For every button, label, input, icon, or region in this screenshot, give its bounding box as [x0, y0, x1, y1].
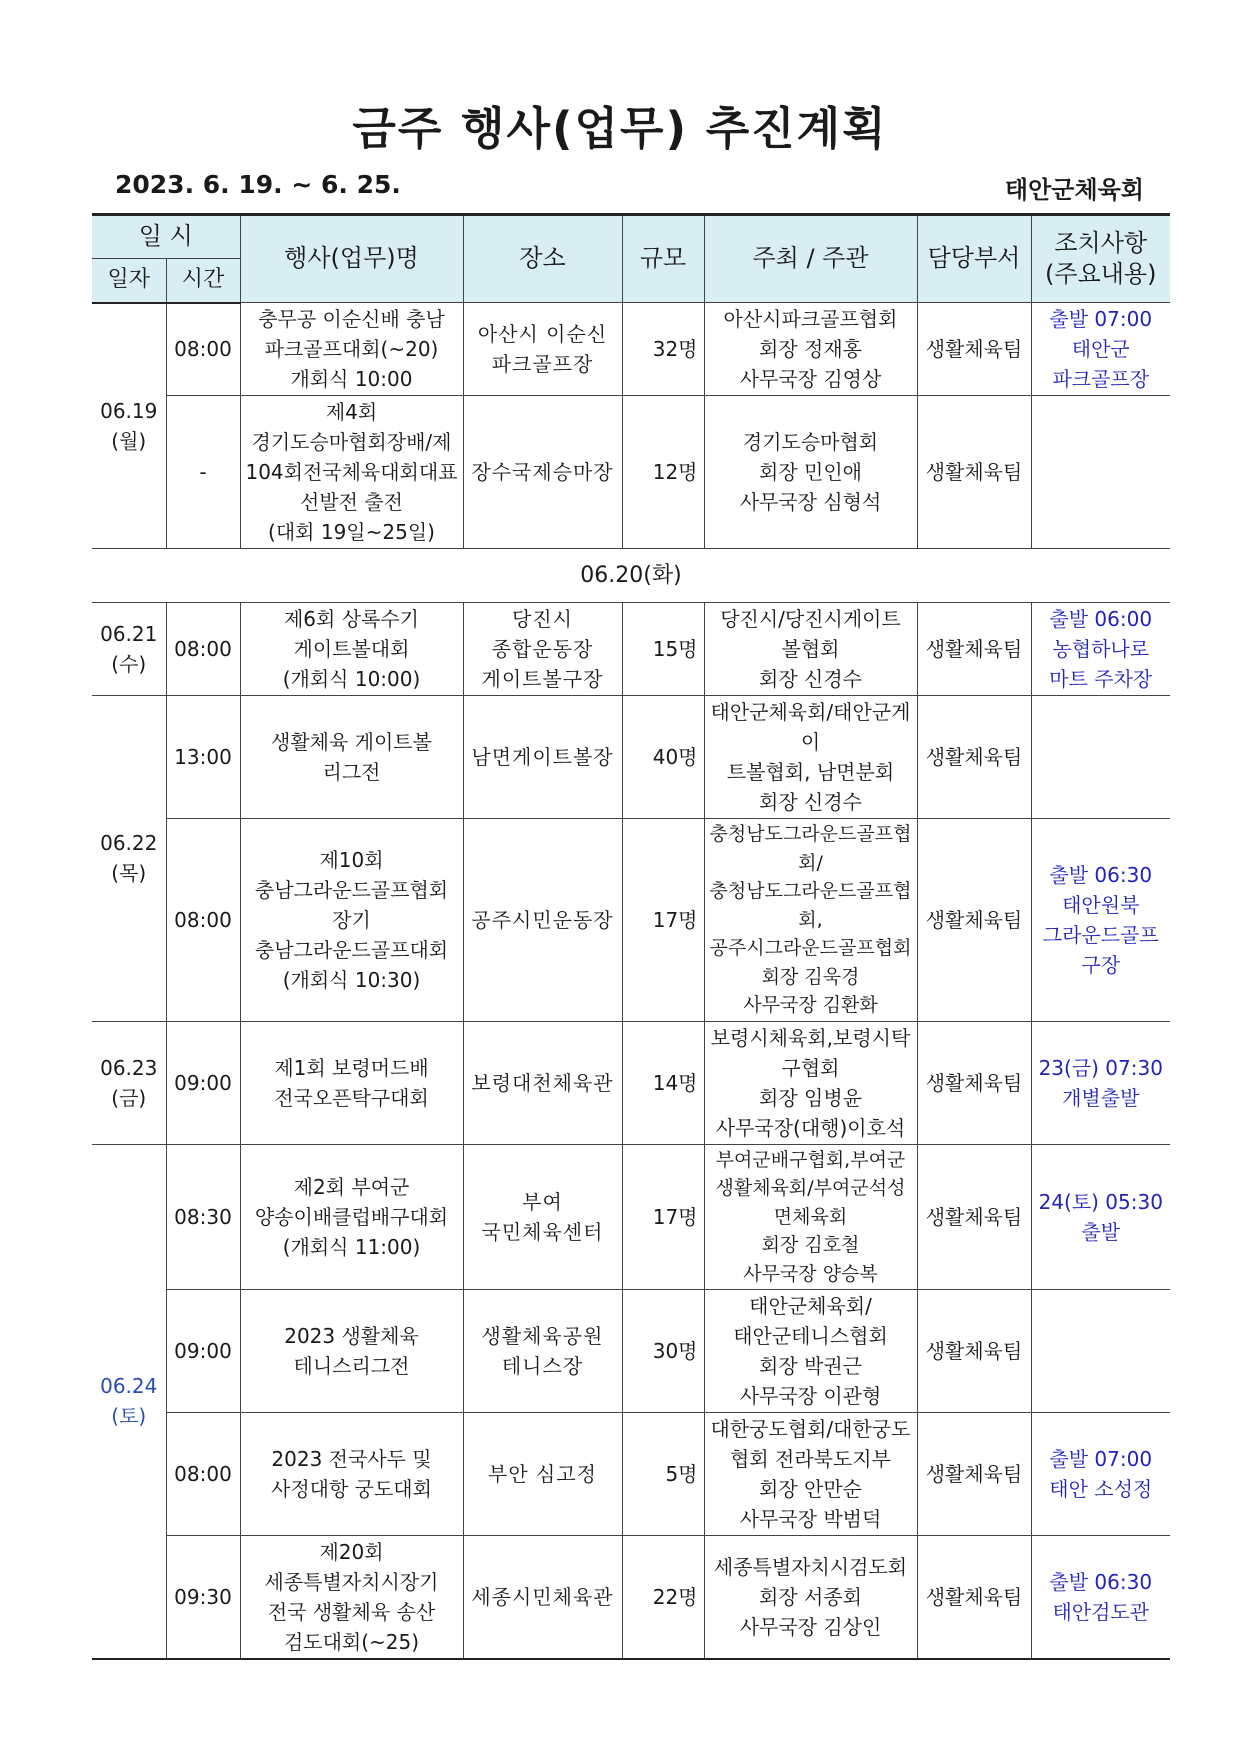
event-name-cell: 2023 생활체육 테니스리그전 — [240, 1290, 463, 1413]
scale-cell: 32명 — [622, 303, 704, 396]
host-cell: 보령시체육회,보령시탁 구협회 회장 임병윤 사무국장(대행)이호석 — [704, 1021, 917, 1144]
scale-cell: 12명 — [622, 396, 704, 549]
dept-cell: 생활체육팀 — [917, 1413, 1031, 1536]
place-cell: 부안 심고정 — [463, 1413, 622, 1536]
scale-cell: 40명 — [622, 696, 704, 819]
dept-cell: 생활체육팀 — [917, 1144, 1031, 1290]
header-event: 행사(업무)명 — [240, 215, 463, 303]
event-name-cell: 제10회 충남그라운드골프협회 장기 충남그라운드골프대회 (개회식 10:30) — [240, 819, 463, 1022]
action-cell: 24(토) 05:30 출발 — [1031, 1144, 1170, 1290]
place-cell: 당진시 종합운동장 게이트볼구장 — [463, 603, 622, 696]
scale-cell: 22명 — [622, 1536, 704, 1660]
header-place: 장소 — [463, 215, 622, 303]
place-cell: 아산시 이순신 파크골프장 — [463, 303, 622, 396]
header-date: 일자 — [92, 259, 166, 303]
header-dept: 담당부서 — [917, 215, 1031, 303]
action-cell — [1031, 396, 1170, 549]
action-cell: 출발 06:00 농협하나로 마트 주차장 — [1031, 603, 1170, 696]
schedule-table — [92, 213, 1170, 1660]
event-name-cell: 제4회 경기도승마협회장배/제 104회전국체육대회대표 선발전 출전 (대회 19일~25일) — [240, 396, 463, 549]
schedule-body — [92, 303, 1170, 1660]
event-name-cell: 충무공 이순신배 충남 파크골프대회(~20) 개회식 10:00 — [240, 303, 463, 396]
table-row — [92, 1413, 1170, 1536]
place-cell: 보령대천체육관 — [463, 1021, 622, 1144]
place-cell: 남면게이트볼장 — [463, 696, 622, 819]
page-title: 금주 행사(업무) 추진계획 — [352, 102, 888, 155]
dept-cell: 생활체육팀 — [917, 696, 1031, 819]
host-cell: 아산시파크골프협회 회장 정재홍 사무국장 김영상 — [704, 303, 917, 396]
header-time: 시간 — [166, 259, 240, 303]
host-cell: 세종특별자치시검도회 회장 서종회 사무국장 김상인 — [704, 1536, 917, 1660]
dept-cell: 생활체육팀 — [917, 396, 1031, 549]
scale-cell: 5명 — [622, 1413, 704, 1536]
time-cell: 08:30 — [166, 1144, 240, 1290]
time-cell: 08:00 — [166, 303, 240, 396]
event-name-cell: 생활체육 게이트볼 리그전 — [240, 696, 463, 819]
header-action-line1: 조치사항 — [1054, 228, 1148, 257]
time-cell: 09:30 — [166, 1536, 240, 1660]
action-cell: 23(금) 07:30 개별출발 — [1031, 1021, 1170, 1144]
host-cell: 태안군체육회/태안군게이 트볼협회, 남면분회 회장 신경수 — [704, 696, 917, 819]
action-cell — [1031, 1290, 1170, 1413]
time-cell: 08:00 — [166, 819, 240, 1022]
dept-cell: 생활체육팀 — [917, 819, 1031, 1022]
host-cell: 대한궁도협회/대한궁도 협회 전라북도지부 회장 안만순 사무국장 박범덕 — [704, 1413, 917, 1536]
time-cell: 08:00 — [166, 603, 240, 696]
time-cell: 09:00 — [166, 1021, 240, 1144]
action-cell: 출발 07:00 태안 소성정 — [1031, 1413, 1170, 1536]
header-datetime: 일 시 — [92, 215, 240, 259]
scale-cell: 30명 — [622, 1290, 704, 1413]
place-cell: 생활체육공원 테니스장 — [463, 1290, 622, 1413]
table-row — [92, 1290, 1170, 1413]
table-row — [92, 819, 1170, 1022]
scale-cell: 17명 — [622, 1144, 704, 1290]
host-cell: 경기도승마협회 회장 민인애 사무국장 심형석 — [704, 396, 917, 549]
host-cell: 태안군체육회/ 태안군테니스협회 회장 박권근 사무국장 이관형 — [704, 1290, 917, 1413]
action-cell: 출발 06:30 태안원북 그라운드골프 구장 — [1031, 819, 1170, 1022]
event-name-cell: 제2회 부여군 양송이배클럽배구대회 (개회식 11:00) — [240, 1144, 463, 1290]
time-cell: 08:00 — [166, 1413, 240, 1536]
date-cell: 06.21 (수) — [92, 603, 166, 696]
event-name-cell: 제1회 보령머드배 전국오픈탁구대회 — [240, 1021, 463, 1144]
scale-cell: 14명 — [622, 1021, 704, 1144]
event-name-cell: 제20회 세종특별자치시장기 전국 생활체육 송산 검도대회(~25) — [240, 1536, 463, 1660]
place-cell: 장수국제승마장 — [463, 396, 622, 549]
time-cell: - — [166, 396, 240, 549]
scale-cell: 15명 — [622, 603, 704, 696]
scale-cell: 17명 — [622, 819, 704, 1022]
header-action-line2: (주요내용) — [1045, 260, 1157, 288]
date-separator-row — [92, 549, 1170, 603]
table-row — [92, 1144, 1170, 1290]
place-cell: 부여 국민체육센터 — [463, 1144, 622, 1290]
action-cell: 출발 06:30 태안검도관 — [1031, 1536, 1170, 1660]
action-cell — [1031, 696, 1170, 819]
event-name-cell: 2023 전국사두 및 사정대항 궁도대회 — [240, 1413, 463, 1536]
dept-cell: 생활체육팀 — [917, 1536, 1031, 1660]
table-row — [92, 1536, 1170, 1660]
place-cell: 세종시민체육관 — [463, 1536, 622, 1660]
time-cell: 09:00 — [166, 1290, 240, 1413]
date-cell: 06.19 (월) — [92, 303, 166, 549]
table-row — [92, 1021, 1170, 1144]
dept-cell: 생활체육팀 — [917, 1290, 1031, 1413]
host-cell: 충청남도그라운드골프협회/ 충청남도그라운드골프협회, 공주시그라운드골프협회 회장 김욱경 사무국장 김환화 — [704, 819, 917, 1022]
dept-cell: 생활체육팀 — [917, 603, 1031, 696]
table-row — [92, 603, 1170, 696]
date-cell: 06.24 (토) — [92, 1144, 166, 1659]
host-cell: 당진시/당진시게이트 볼협회 회장 신경수 — [704, 603, 917, 696]
date-cell: 06.22 (목) — [92, 696, 166, 1022]
header-action — [1031, 215, 1170, 303]
time-cell: 13:00 — [166, 696, 240, 819]
header-host: 주최 / 주관 — [704, 215, 917, 303]
dept-cell: 생활체육팀 — [917, 1021, 1031, 1144]
table-row — [92, 396, 1170, 549]
header-scale: 규모 — [622, 215, 704, 303]
event-name-cell: 제6회 상록수기 게이트볼대회 (개회식 10:00) — [240, 603, 463, 696]
host-cell: 부여군배구협회,부여군 생활체육회/부여군석성 면체육회 회장 김호철 사무국장 양승복 — [704, 1144, 917, 1290]
place-cell: 공주시민운동장 — [463, 819, 622, 1022]
organization-label: 태안군체육회 — [1004, 176, 1144, 204]
date-cell: 06.23 (금) — [92, 1021, 166, 1144]
table-row — [92, 303, 1170, 396]
dept-cell: 생활체육팀 — [917, 303, 1031, 396]
date-separator: 06.20(화) — [92, 549, 1170, 603]
table-row — [92, 696, 1170, 819]
period-label: 2023. 6. 19. ~ 6. 25. — [115, 170, 401, 199]
action-cell: 출발 07:00 태안군 파크골프장 — [1031, 303, 1170, 396]
